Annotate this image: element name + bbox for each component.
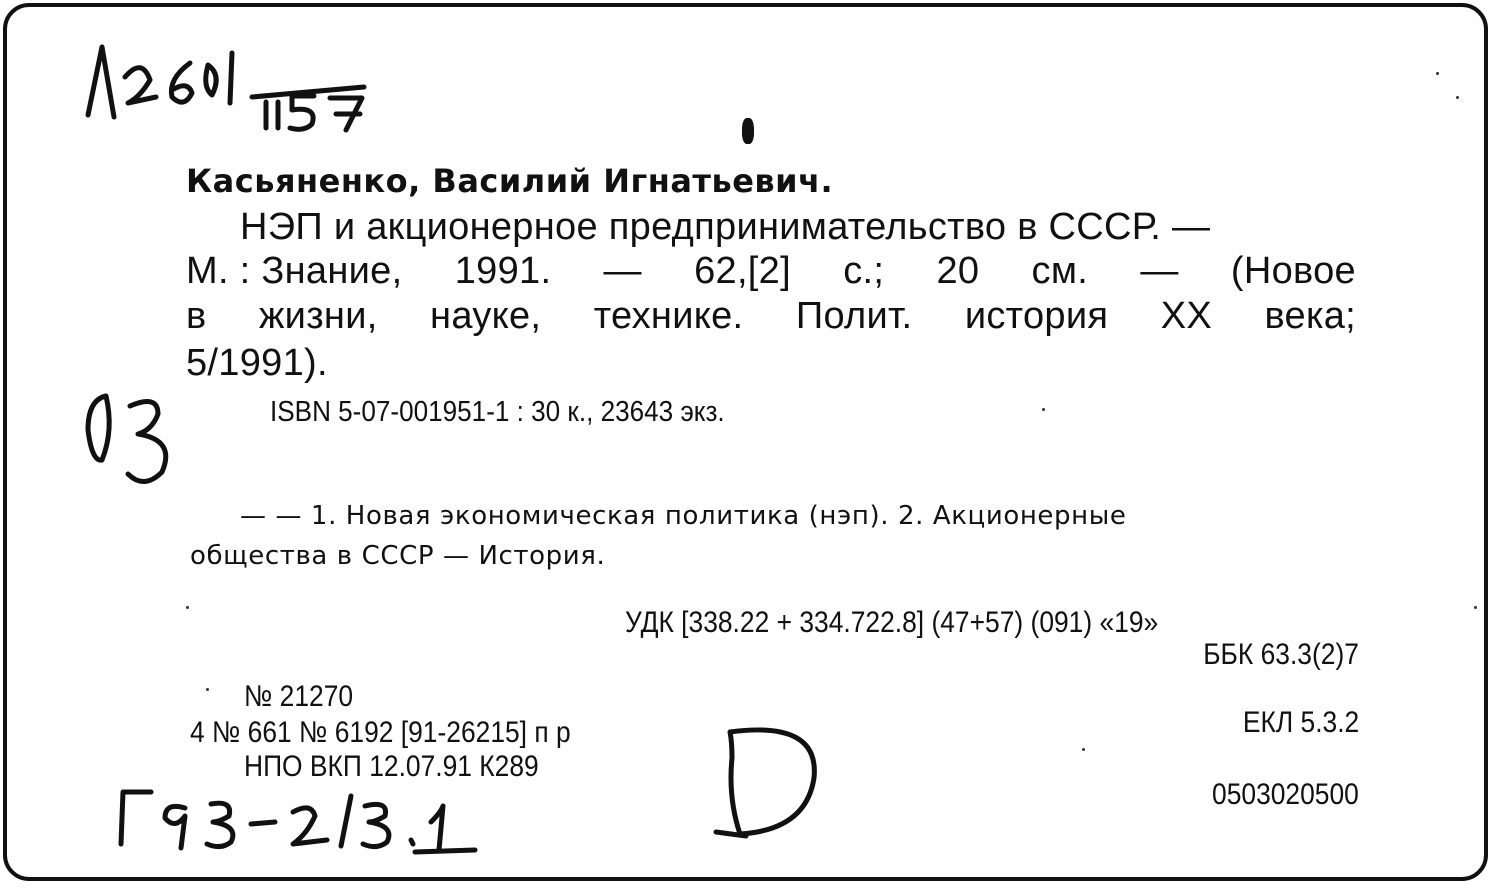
classification-code: 0503020500 <box>1212 778 1359 811</box>
title-line-2-part: 62,[2] <box>694 250 791 292</box>
title-line-1: НЭП и акционерное предпринимательство в СССР. — <box>240 206 1211 248</box>
order-number: № 21270 <box>244 680 354 713</box>
title-line-3-part: науке, <box>430 295 542 337</box>
title-line-2-part: (Новое <box>1230 250 1356 292</box>
scan-speck <box>1042 408 1045 411</box>
scan-speck <box>206 688 209 691</box>
ekl-code: ЕКЛ 5.3.2 <box>1242 706 1359 739</box>
title-line-3 <box>186 295 1356 338</box>
title-line-2 <box>186 250 1356 293</box>
title-line-3-part: жизни, <box>258 295 378 337</box>
subjects-line-2: общества в СССР — История. <box>190 541 606 571</box>
title-line-3-part: в <box>186 295 207 337</box>
scan-speck <box>1082 748 1085 751</box>
title-line-4: 5/1991). <box>186 342 328 384</box>
ink-blot <box>742 118 754 144</box>
title-line-2-part: 20 <box>936 250 980 292</box>
title-line-2-part: М. : Знание, <box>186 250 403 292</box>
title-line-2-part: — <box>1140 250 1179 292</box>
bbk-code: ББК 63.3(2)7 <box>1203 638 1359 671</box>
subjects-line-1: — — 1. Новая экономическая политика (нэп). 2. Акционерные <box>240 501 1127 531</box>
title-line-3-part: технике. <box>593 295 744 337</box>
title-line-2-part: 1991. <box>454 250 552 292</box>
isbn-line: ISBN 5-07-001951-1 : 30 к., 23643 экз. <box>270 396 725 428</box>
title-line-2-part: — <box>603 250 642 292</box>
scan-speck <box>1436 72 1439 75</box>
udk-code: УДК [338.22 + 334.722.8] (47+57) (091) «19» <box>625 606 1159 639</box>
printer-line: НПО ВКП 12.07.91 К289 <box>244 750 539 783</box>
title-line-3-part: века; <box>1264 295 1356 337</box>
numbers-line: 4 № 661 № 6192 [91-26215] п р <box>190 716 571 749</box>
scan-speck <box>1456 96 1459 99</box>
title-line-3-part: история <box>964 295 1109 337</box>
author-heading: Касьяненко, Василий Игнатьевич. <box>186 162 834 200</box>
title-line-2-part: с.; <box>843 250 885 292</box>
scan-speck <box>1474 606 1477 609</box>
title-line-3-part: Полит. <box>795 295 913 337</box>
scan-speck <box>186 606 189 609</box>
title-line-3-part: XX <box>1160 295 1212 337</box>
title-line-2-part: см. <box>1031 250 1089 292</box>
